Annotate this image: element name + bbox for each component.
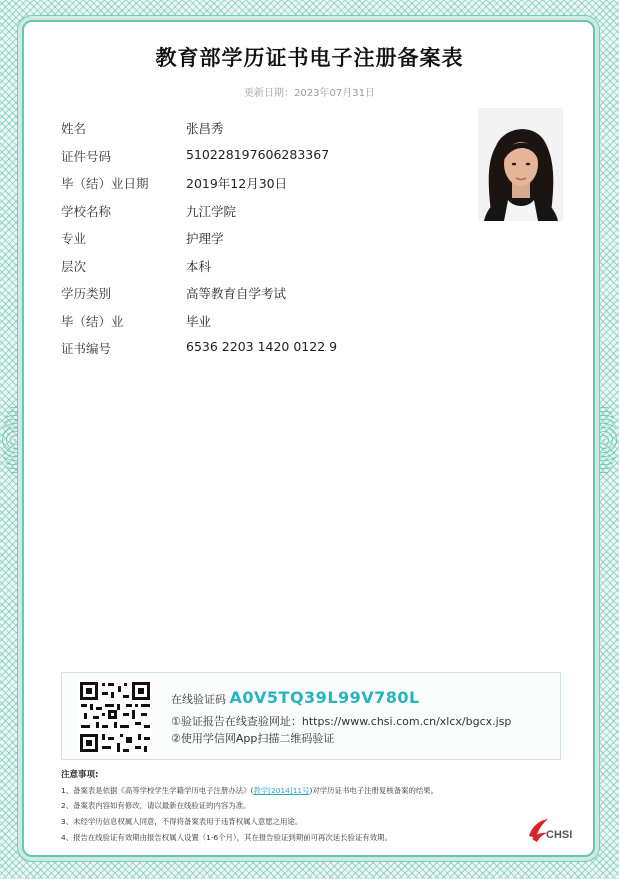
chsi-logo bbox=[526, 816, 581, 844]
field-label: 毕（结）业日期 bbox=[61, 176, 149, 191]
field-value: 本科 bbox=[186, 259, 212, 274]
field-value: 高等教育自学考试 bbox=[186, 286, 287, 301]
field-value: 张昌秀 bbox=[186, 121, 224, 136]
chsi-logo-text: CHSI bbox=[546, 829, 573, 841]
field-value: 毕业 bbox=[186, 314, 212, 329]
note-2: 2、备案表内容如有修改，请以最新在线验证的内容为准。 bbox=[61, 801, 251, 810]
qr-code[interactable] bbox=[78, 680, 152, 754]
verification-code-label: 在线验证码 bbox=[171, 693, 226, 706]
note-3: 3、未经学历信息权属人同意，不得将备案表用于违背权属人意愿之用途。 bbox=[61, 817, 303, 826]
note-1-suffix: )对学历证书电子注册复核备案的结果。 bbox=[309, 786, 439, 795]
notes-title: 注意事项: bbox=[61, 770, 99, 780]
note-1-prefix: 1、备案表是依据《高等学校学生学籍学历电子注册办法》( bbox=[61, 786, 254, 795]
field-label: 专业 bbox=[61, 231, 87, 246]
field-label: 姓名 bbox=[61, 121, 87, 136]
verification-code-line bbox=[171, 688, 420, 707]
update-date: 更新日期：2023年07月31日 bbox=[244, 88, 375, 99]
field-value: 6536 2203 1420 0122 9 bbox=[186, 339, 338, 354]
field-label: 证件号码 bbox=[61, 149, 112, 164]
id-photo bbox=[478, 108, 563, 221]
field-label: 学历类别 bbox=[61, 286, 112, 301]
note-1 bbox=[61, 785, 438, 796]
field-value: 510228197606283367 bbox=[186, 147, 330, 162]
verification-url-line: ①验证报告在线查验网址：https://www.chsi.com.cn/xlcx/bgcx.jsp bbox=[171, 715, 512, 728]
field-value: 九江学院 bbox=[186, 204, 237, 219]
field-label: 证书编号 bbox=[61, 341, 112, 356]
field-label: 层次 bbox=[61, 259, 87, 274]
document-title: 教育部学历证书电子注册备案表 bbox=[155, 46, 464, 70]
field-label: 学校名称 bbox=[61, 204, 112, 219]
field-value: 护理学 bbox=[186, 231, 224, 246]
regulation-link[interactable]: 教学[2014]11号 bbox=[253, 786, 310, 795]
field-label: 毕（结）业 bbox=[61, 314, 124, 329]
verification-app-line: ②使用学信网App扫描二维码验证 bbox=[171, 732, 335, 745]
verification-code: A0V5TQ39L99V780L bbox=[229, 688, 420, 707]
field-value: 2019年12月30日 bbox=[186, 176, 288, 191]
note-4: 4、报告在线验证有效期由报告权属人设置（1-6个月），其在报告验证到期前可再次延长验证有效期。 bbox=[61, 833, 392, 842]
verification-panel bbox=[61, 672, 561, 760]
